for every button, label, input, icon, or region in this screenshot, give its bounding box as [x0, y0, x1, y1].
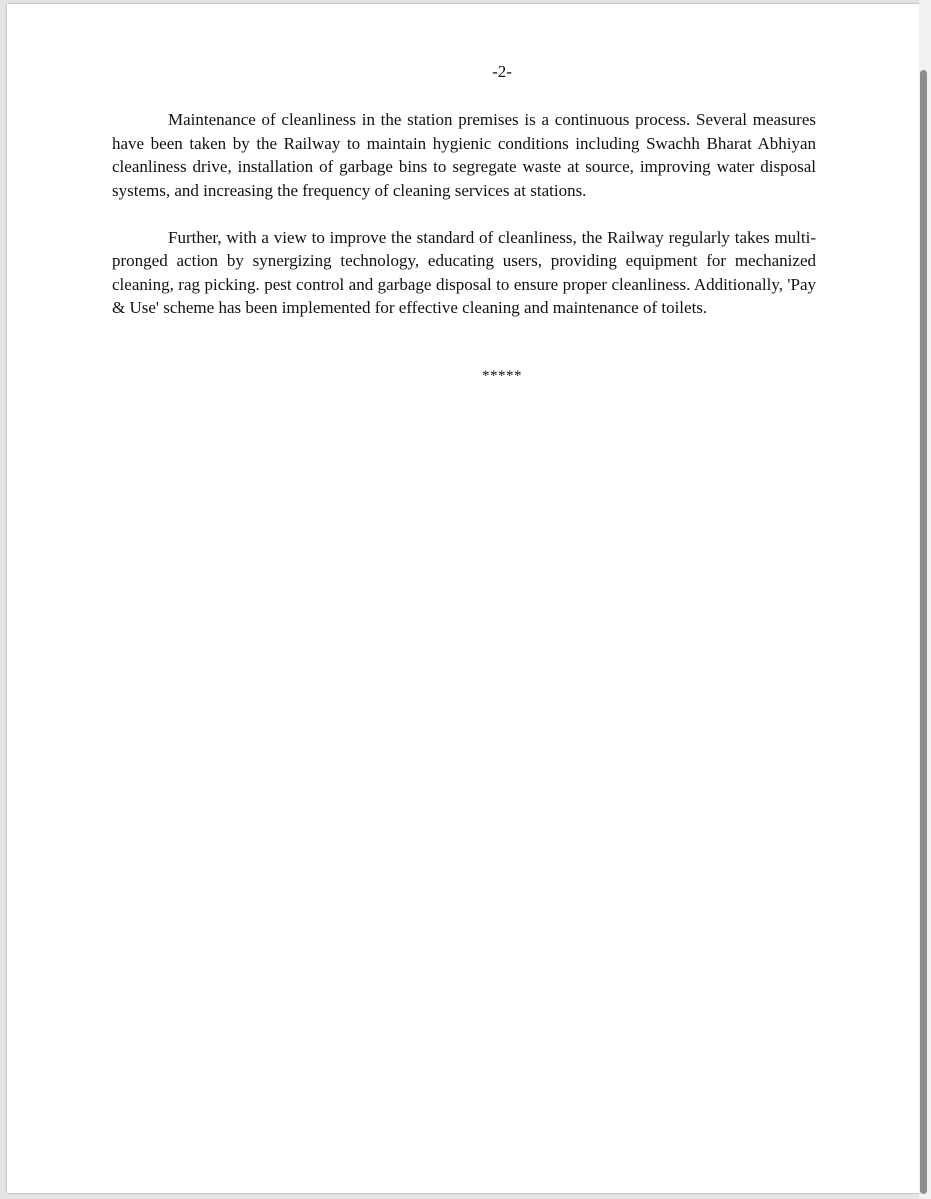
scrollbar-thumb[interactable]: [920, 70, 927, 1194]
end-of-document-mark: *****: [482, 368, 522, 384]
paragraph-1: Maintenance of cleanliness in the station premises is a continuous process. Several measures have been taken by the Railway to maintain hygienic conditions including Swachh Bharat Abhiyan cleanliness drive, installation of garbage bins to segregate waste at source, improving water disposal systems, and increasing the frequency of cleaning services at stations.: [112, 110, 816, 200]
paragraph-2: Further, with a view to improve the standard of cleanliness, the Railway regularly takes multi-pronged action by synergizing technology, educating users, providing equipment for mechanized cleaning, rag picking. pest control and garbage disposal to ensure proper cleanliness. Additionally, 'Pay & Use' scheme has been implemented for effective cleaning and maintenance of toilets.: [112, 227, 816, 317]
document-page: [7, 4, 922, 1193]
page-number: -2-: [492, 62, 512, 81]
document-body: [112, 108, 816, 343]
vertical-scrollbar[interactable]: [919, 0, 931, 1199]
